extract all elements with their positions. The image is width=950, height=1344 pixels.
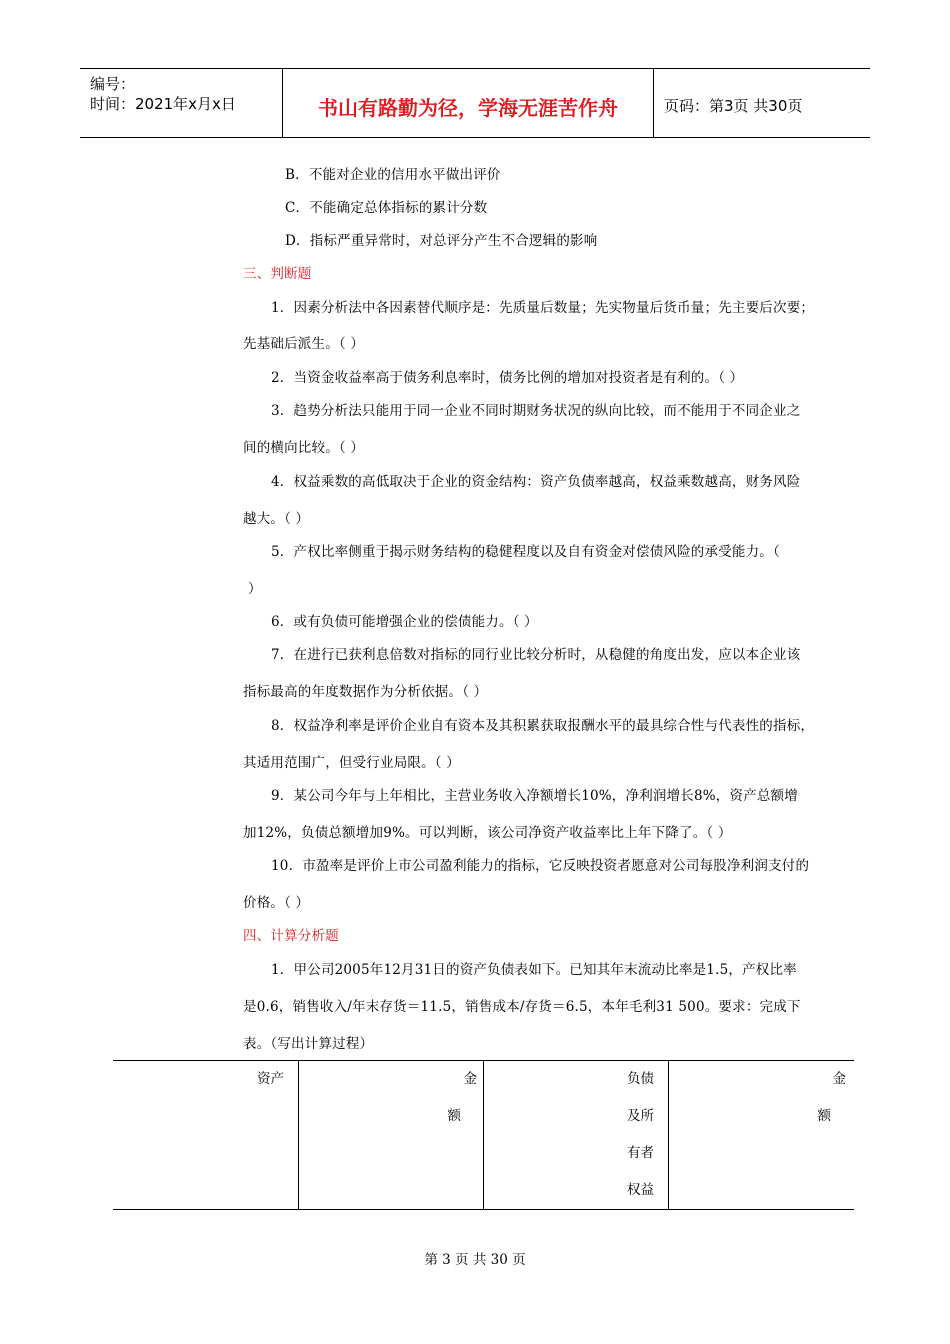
header-left-cell bbox=[80, 69, 283, 137]
table-header-liabilities: 权益 bbox=[627, 1182, 654, 1198]
question-line: 10．市盈率是评价上市公司盈利能力的指标，它反映投资者愿意对公司每股净利润支付的 bbox=[271, 858, 810, 874]
question-line: 加12%，负债总额增加9%。可以判断，该公司净资产收益率比上年下降了。（ ） bbox=[243, 825, 732, 841]
section-title-judgement: 三、判断题 bbox=[243, 266, 312, 282]
question-line: 7．在进行已获利息倍数对指标的同行业比较分析时，从稳健的角度出发，应以本企业该 bbox=[271, 647, 801, 663]
time-label: 时间：2021年x月x日 bbox=[90, 95, 236, 113]
question-line: 价格。（ ） bbox=[243, 895, 310, 911]
option-d: D．指标严重异常时，对总评分产生不合逻辑的影响 bbox=[285, 233, 598, 249]
option-b: B．不能对企业的信用水平做出评价 bbox=[285, 167, 501, 183]
page-info: 页码：第3页 共30页 bbox=[664, 97, 803, 115]
question-line: 4．权益乘数的高低取决于企业的资金结构：资产负债率越高，权益乘数越高，财务风险 bbox=[271, 474, 801, 490]
question-line: 5．产权比率侧重于揭示财务结构的稳健程度以及自有资金对偿债风险的承受能力。（ bbox=[271, 544, 780, 560]
balance-sheet-table bbox=[113, 1060, 854, 1210]
option-c: C．不能确定总体指标的累计分数 bbox=[285, 200, 488, 216]
question-line: 表。（写出计算过程） bbox=[243, 1036, 374, 1052]
document-header bbox=[80, 68, 870, 138]
table-header-amount: 金 bbox=[463, 1071, 477, 1087]
question-line: 3．趋势分析法只能用于同一企业不同时期财务状况的纵向比较，而不能用于不同企业之 bbox=[271, 403, 801, 419]
table-header-amount: 金 bbox=[832, 1071, 846, 1087]
question-line: 1．甲公司2005年12月31日的资产负债表如下。已知其年末流动比率是1.5，产权比率 bbox=[271, 962, 797, 978]
table-header-liabilities: 有者 bbox=[627, 1145, 654, 1161]
table-header-amount: 额 bbox=[817, 1108, 831, 1124]
motto-text: 书山有路勤为径，学海无涯苦作舟 bbox=[318, 96, 618, 120]
question-line: ） bbox=[248, 581, 262, 597]
header-page-cell bbox=[654, 69, 870, 137]
question-line: 其适用范围广，但受行业局限。（ ） bbox=[243, 755, 460, 771]
table-header-liabilities: 负债 bbox=[627, 1071, 654, 1087]
table-cell-liabilities bbox=[484, 1061, 669, 1209]
table-header-amount: 额 bbox=[447, 1108, 461, 1124]
question-line: 是0.6，销售收入/年末存货＝11.5，销售成本/存货＝6.5，本年毛利31 500。要求：完成下 bbox=[243, 999, 801, 1015]
question-line: 间的横向比较。（ ） bbox=[243, 440, 365, 456]
table-cell-assets bbox=[113, 1061, 299, 1209]
table-header-liabilities: 及所 bbox=[627, 1108, 654, 1124]
question-line: 2．当资金收益率高于债务利息率时，债务比例的增加对投资者是有利的。（ ） bbox=[271, 370, 744, 386]
page-footer: 第 3 页 共 30 页 bbox=[424, 1252, 526, 1268]
number-label: 编号： bbox=[90, 75, 136, 93]
question-line: 越大。（ ） bbox=[243, 511, 310, 527]
question-line: 先基础后派生。（ ） bbox=[243, 336, 365, 352]
header-motto-cell bbox=[283, 69, 654, 137]
table-cell-amount bbox=[299, 1061, 484, 1209]
section-title-calculation: 四、计算分析题 bbox=[243, 928, 339, 944]
question-line: 9．某公司今年与上年相比，主营业务收入净额增长10%，净利润增长8%，资产总额增 bbox=[271, 788, 799, 804]
table-header-assets: 资产 bbox=[257, 1071, 284, 1087]
question-line: 1．因素分析法中各因素替代顺序是：先质量后数量；先实物量后货币量；先主要后次要； bbox=[271, 300, 815, 316]
question-line: 6．或有负债可能增强企业的偿债能力。（ ） bbox=[271, 614, 538, 630]
table-cell-amount-2 bbox=[669, 1061, 854, 1209]
question-line: 8．权益净利率是评价企业自有资本及其积累获取报酬水平的最具综合性与代表性的指标， bbox=[271, 718, 815, 734]
question-line: 指标最高的年度数据作为分析依据。（ ） bbox=[243, 684, 488, 700]
